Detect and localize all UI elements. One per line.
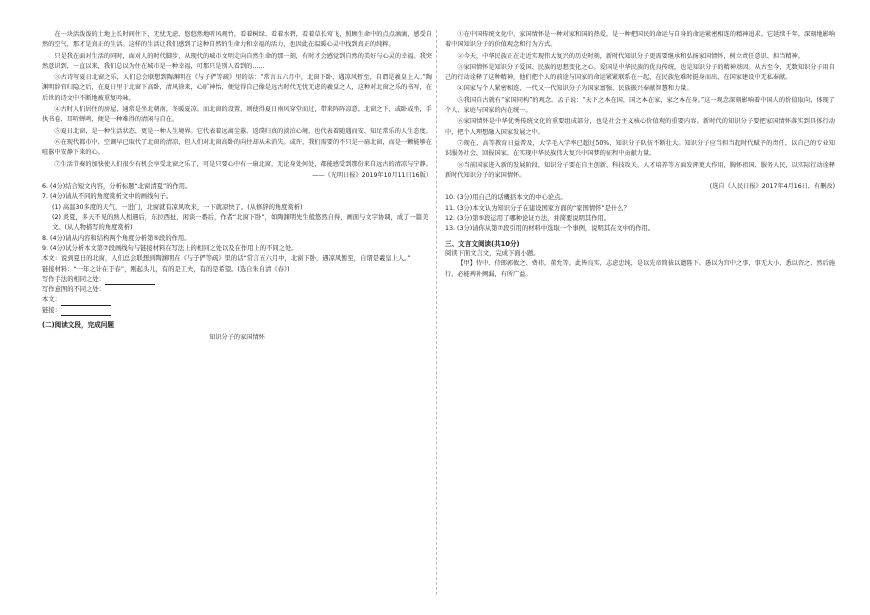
- answer-same: [42, 275, 432, 285]
- paragraph: ⑤我国自古就有“家国同构”的观念。孟子说：“天下之本在国，国之本在家，家之本在身。”这一观念深刻影响着中国人的价值取向，体现了个人、家庭与国家的内在统一。: [445, 96, 835, 115]
- paragraph: ③家国情怀是知识分子爱国、民族的思想变化之心。爱国是中华民族的优良传统，也是知识分子的精神基因。从古至今，无数知识分子用自己的行动诠释了这种精神，他们把个人的前途与国家的命运紧紧联系在一起，在民族危难时挺身而出，在国家建设中无私奉献。: [445, 63, 835, 82]
- answer-link: [42, 306, 432, 316]
- question-6: 6. (4分)结合短文内容，分析标题“北窗清夏”的作用。: [42, 183, 192, 191]
- link-text: “一年之计在于春”，刚起头儿，有的是工夫，有的是希望。(选自朱自清《春》): [73, 265, 290, 273]
- section-3-instructions: 阅读下面文言文，完成下面小题。: [445, 249, 540, 257]
- paragraph: 在一块活泼泼的土地上长时间住下，无忧无虑，悠悠然地听风观竹，看着树绿、看着水碧，看着草长莺飞，照顾生命中的点点滴滴，感受自然的空气，那才是真正的生活。这样的生活让我们感到了这种自然的生命力和幸福的活力，也因此在温暖心灵中找到真正的纯粹。: [42, 31, 432, 49]
- paragraph: ②今天，中华民族正在走近实现伟大复兴的历史时刻，新时代知识分子更需要继承和弘扬家国情怀，树立责任意识、担当精神。: [457, 52, 804, 60]
- paragraph: ④古时人们居住的房屋，通常是坐北朝南，冬暖夏凉。而北窗的设置，则使得夏日南风穿堂而过，带来阵阵凉意。北窗之下，或卧或坐，手执书卷，耳听蝉鸣，便是一种难得的清闲与自在。: [42, 106, 432, 124]
- classical-text: 【甲】侍中、侍郎郭攸之、费祎，董允等，此皆良实，志虑忠纯，是以先帝简拔以遗陛下。愚以为宫中之事，事无大小，悉以咨之，然后施行，必能裨补阙漏，有所广益。: [445, 260, 835, 278]
- link-label: 链接材料：: [42, 265, 74, 273]
- paragraph: ④国家与个人紧密相连，一代又一代知识分子为国家富强、民族振兴奉献智慧和力量。: [457, 85, 693, 93]
- paragraph: ⑧当前国家进入新的发展阶段，知识分子要在自主创新、科技攻关、人才培养等方面发挥更大作用，胸怀祖国、服务人民，以实际行动诠释新时代知识分子的家国情怀。: [445, 161, 835, 179]
- paragraph: ⑦生活节奏的加快使人们很少有机会享受北窗之乐了，可是只要心中有一扇北窗，无论身处何处，都能感受到那份来自远古的清凉与宁静。: [54, 160, 432, 168]
- paragraph: 只是我在面对生活的同时，面对人的时代脚步，从现代的城市文明走向自然生命的那一刻，有时才会感觉到自然的美好与心灵的幸福。我突然意识到，一直以来，我们总以为住在城市是一种幸福，可那只是别人看到的……: [42, 52, 432, 70]
- question-10: 10. (3分)用自己的话概括本文的中心论点。: [445, 194, 567, 202]
- right-column: [445, 30, 835, 281]
- question-8: 8. (4分)请从内容和结构两个角度分析第⑤段的作用。: [42, 234, 191, 242]
- this-label: 本文：: [42, 296, 61, 304]
- section-2-heading: (二)阅读文段，完成问题: [42, 321, 114, 330]
- article-source: (选自《人民日报》2017年4月16日，有删改): [709, 183, 835, 191]
- paragraph: ③古诗写夏日北窗之乐，人们总会联想到陶渊明在《与子俨等疏》里的话：“常言五六月中，北窗下卧，遇凉风暂至，自谓是羲皇上人。”陶渊明辞官归隐之后，在夏日里于北窗下高卧，清风徐来，心旷神怡，便觉得自己像是远古时代无忧无虑的羲皇之人，这种对北窗之乐的书写，在后世的诗文中不断地被重复吟咏。: [42, 74, 432, 102]
- paragraph: ⑦现在，高等教育日益普及，大学毛入学率已超过50%，知识分子队伍不断壮大。知识分子应当担当起时代赋予的责任，以自己的专业知识服务社会、回报国家，在实现中华民族伟大复兴中国梦的征程中贡献力量。: [445, 139, 835, 158]
- left-column: [42, 30, 432, 344]
- answer-blank[interactable]: [61, 308, 111, 316]
- answer-blank[interactable]: [61, 298, 111, 306]
- answer-this: [42, 295, 432, 305]
- question-11: 11. (3分)本文认为知识分子在建设国家方面的“家国情怀”是什么？: [445, 204, 630, 212]
- paragraph: ⑥家国情怀是中华优秀传统文化的重要组成部分，也是社会主义核心价值观的重要内容。新时代的知识分子要把家国情怀落实到具体行动中，把个人理想融入国家发展之中。: [445, 118, 835, 136]
- diff-label: 写作意图的不同之处：: [42, 286, 105, 294]
- question-7-part-1: (1) 高温30多度的天气，一进门，北窗就有凉风吹来，一下就凉快了。(从修辞的角度赏析): [52, 203, 303, 211]
- paragraph: ⑤夏日北窗，是一种生活状态，更是一种人生境界。它代表着远离尘嚣、返璞归真的淡泊心境，也代表着随遇而安、知足常乐的人生态度。: [54, 127, 432, 135]
- answer-diff: [42, 285, 432, 295]
- question-12: 12. (3分)第⑤段运用了哪种论证方法，并简要说明其作用。: [445, 215, 611, 223]
- link2-label: 链接：: [42, 306, 61, 314]
- section-2-title: 知识分子的家国情怀: [209, 334, 265, 342]
- column-divider: [436, 30, 437, 595]
- link-material: [42, 265, 432, 275]
- question-7-part-2: (2) 炎夏，多天不见的熟人相遇后，东拉西扯，闲谈一番后，作者“北窗下卧”，如陶渊明先生般悠然自得，画面与文字协调，成了一篇美文。(从人物描写的角度赏析): [52, 214, 429, 232]
- article-source: ——《光明日报》2019年10月11日16版）: [312, 171, 432, 179]
- section-3-heading: 三、文言文阅读(共10分): [445, 239, 520, 248]
- paragraph: ⑥在现代都市中，空调早已取代了北窗的清凉，但人们对北窗高卧的向往却从未消失。或许，我们需要的不只是一扇北窗，而是一颗能够在喧嚣中安静下来的心。: [42, 138, 432, 157]
- question-13: 13. (3分)请你从第⑦段引用的材料中选取一个事例，说明其在文中的作用。: [445, 225, 655, 233]
- question-9-text: 本文：说到夏日的北窗，人们总会联想到陶渊明在《与子俨等疏》里的话“常言五六月中，北窗下卧，遇凉风暂至，自谓是羲皇上人。”: [42, 255, 411, 263]
- question-9: 9. (4分)试分析本文第⑦段画线句与链接材料在写法上的相同之处以及在作用上的不同之处。: [42, 244, 298, 252]
- question-7: 7. (4分)请从不同的角度赏析文中的画线句子。: [42, 193, 173, 201]
- answer-blank[interactable]: [105, 277, 155, 285]
- paragraph: ①在中国传统文化中，家国情怀是一种对家和国的热爱，是一种把国民的命运与自身的命运紧密相连的精神追求。它延续千年，深刻地影响着中国知识分子的价值观念和行为方式。: [445, 31, 835, 49]
- same-label: 写作手法的相同之处：: [42, 275, 105, 283]
